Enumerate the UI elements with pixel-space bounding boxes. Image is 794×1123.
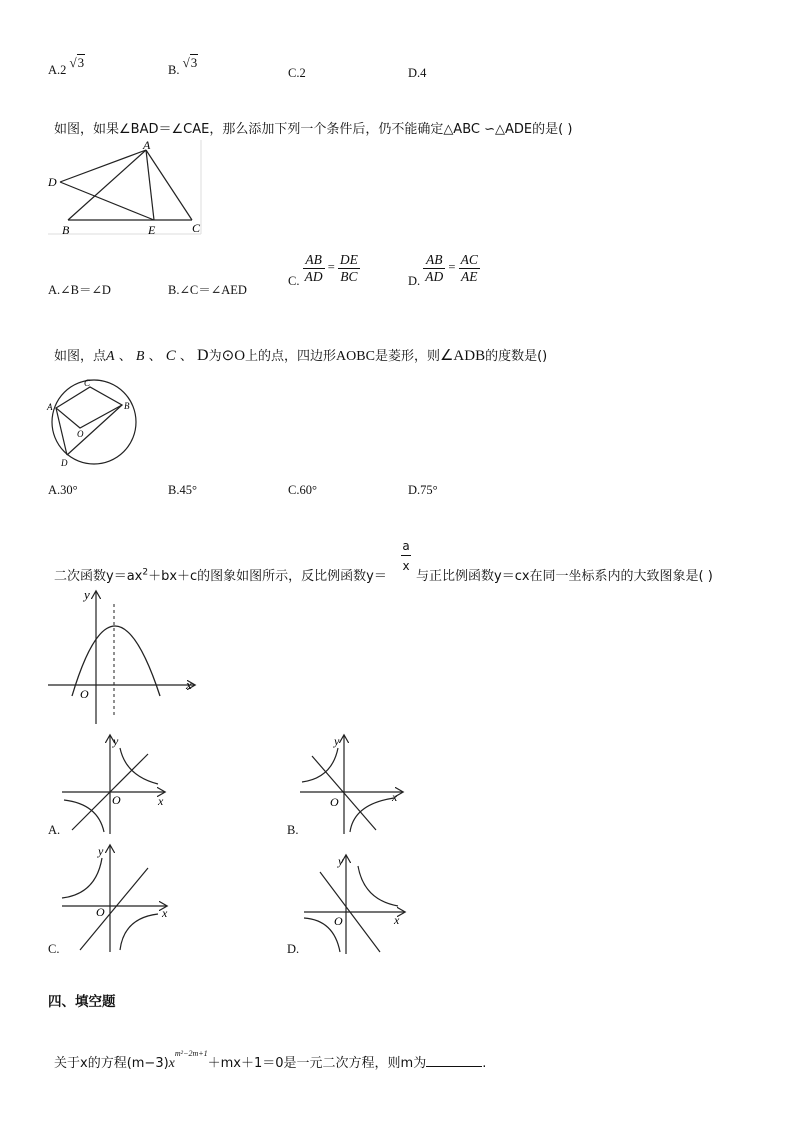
point-b: B [135, 349, 145, 364]
point-a: A [106, 349, 115, 364]
q4-option-a-label: A. [48, 823, 61, 837]
hyperbola-q2 [62, 858, 102, 898]
radicand: 3 [190, 55, 198, 70]
q3-option-b: B.45° [168, 483, 197, 497]
hyperbola-q1 [120, 748, 158, 784]
quadrilateral-name: AOBC [336, 349, 375, 364]
variable-x: x [168, 1056, 175, 1071]
section-title: 四、填空题 [48, 994, 116, 1010]
segment-ab [68, 150, 146, 220]
fraction: $\frac{AB}{AD}$ [425, 252, 444, 284]
x-label: x [186, 677, 192, 692]
hyperbola-q4 [120, 914, 158, 950]
q2-stem: 如图，如果∠BAD＝∠CAE，那么添加下列一个条件后，仍不能确定△ABC ∽△ADE的是( ) [54, 122, 573, 137]
q2-triangle-figure [46, 138, 206, 238]
hyperbola-q4 [350, 798, 394, 832]
rhombus-aobc [56, 387, 122, 428]
option-label: B. [168, 63, 180, 77]
hyperbola-q1 [358, 866, 398, 906]
label-e: E [148, 223, 156, 237]
label-b: B [62, 223, 70, 237]
q4-parabola-figure [44, 586, 204, 726]
equals-sign: = [327, 259, 335, 274]
q5-stem: 关于x的方程$(m-3)x^{m^2-2m+1}+mx+1=0$是一元二次方程，则m为 . [54, 1048, 487, 1071]
label-b: B [124, 401, 130, 411]
x-label: x [392, 790, 398, 804]
q3-option-a: A.30° [48, 483, 78, 497]
q4-option-c-graph [58, 842, 174, 954]
answer-blank[interactable] [426, 1054, 482, 1067]
q4-option-d-label: D. [287, 942, 300, 956]
y-label: y [113, 734, 119, 748]
fraction: $\frac{AB}{AD}$ [304, 252, 323, 284]
equals-sign: = [448, 259, 456, 274]
segment-bd [67, 405, 122, 455]
origin-label: O [80, 687, 89, 701]
proportional-line [80, 868, 148, 950]
q4-inline-fraction [401, 540, 411, 573]
origin-label: O [96, 905, 105, 919]
x-label: x [394, 913, 400, 927]
origin-label: O [334, 914, 343, 928]
label-a: A [143, 138, 151, 152]
angle-adb: ∠ADB [439, 348, 486, 364]
y-label: y [84, 587, 90, 602]
origin-label: O [112, 793, 121, 807]
q4-option-b-graph [296, 732, 412, 836]
q2-option-c [288, 252, 360, 288]
circle-o: ⊙O [221, 348, 246, 364]
coefficient: 2 [60, 63, 67, 77]
option-label: D. [408, 273, 421, 288]
point-d: D [197, 347, 209, 364]
x-label: x [158, 794, 164, 808]
label-d: D [61, 458, 68, 468]
q3-option-c: C.60° [288, 483, 317, 497]
q2-option-a: A.∠B＝∠D [48, 283, 111, 297]
x-label: x [162, 906, 168, 920]
q3-option-d: D.75° [408, 483, 438, 497]
circle-o [52, 380, 136, 464]
q1-option-c: C.2 [288, 66, 306, 80]
q4-option-c-label: C. [48, 942, 60, 956]
q1-option-b [168, 55, 198, 78]
label-d: D [48, 175, 57, 189]
q3-circle-figure [44, 374, 140, 470]
q3-stem: 如图，点A 、 B 、 C 、 D为⊙O上的点，四边形AOBC是菱形，则∠ADB的度数是() [54, 347, 548, 364]
label-c: C [84, 378, 91, 388]
q4-stem-tail: 与正比例函数y＝cx在同一坐标系内的大致图象是( ) [416, 569, 713, 584]
fraction-denominator: x [402, 559, 410, 574]
option-label: C. [288, 273, 300, 288]
label-a: A [47, 402, 53, 412]
label-c: C [192, 221, 201, 235]
sqrt-symbol: √3 [182, 55, 198, 70]
y-label: y [98, 844, 104, 858]
q1-option-d: D.4 [408, 66, 427, 80]
q4-stem: 二次函数$y=ax^2+bx+c$的图象如图所示，反比例函数y＝ [54, 567, 387, 584]
q4-option-b-label: B. [287, 823, 299, 837]
point-c: C [165, 348, 176, 364]
segment-ad [60, 150, 146, 182]
q2-option-b: B.∠C＝∠AED [168, 283, 247, 297]
fraction: $\frac{AC}{AE}$ [460, 252, 478, 284]
q4-option-a-graph [58, 732, 174, 836]
fraction: $\frac{DE}{BC}$ [339, 252, 358, 284]
exponent: m²−2m+1 [174, 1048, 208, 1058]
fraction-numerator: a [402, 539, 410, 553]
q1-option-a [48, 55, 85, 78]
y-label: y [338, 854, 344, 868]
sqrt-symbol: √3 [69, 55, 85, 70]
option-label: A. [48, 63, 61, 77]
y-label: y [334, 734, 340, 748]
label-o: O [77, 429, 84, 439]
q4-option-d-graph [300, 852, 412, 956]
radicand: 3 [77, 55, 85, 70]
q2-option-d [408, 252, 480, 288]
origin-label: O [330, 795, 339, 809]
